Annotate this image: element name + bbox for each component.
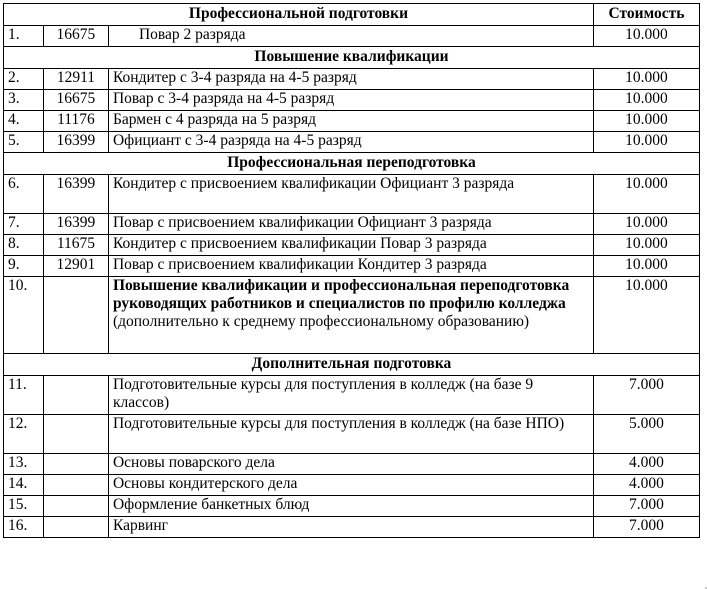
row-name-rest: (дополнительно к среднему профессиональному образованию) xyxy=(112,313,530,330)
row-price: 10.000 xyxy=(593,256,699,277)
section-title: Дополнительная подготовка xyxy=(4,354,700,376)
row-price: 10.000 xyxy=(593,90,699,111)
table-row xyxy=(4,214,700,235)
row-code xyxy=(43,277,108,354)
row-name xyxy=(108,277,593,354)
row-number: 9. xyxy=(4,256,44,277)
table-row xyxy=(4,235,700,256)
row-price: 10.000 xyxy=(593,235,699,256)
row-price: 10.000 xyxy=(593,111,699,132)
row-price: 10.000 xyxy=(593,132,699,153)
row-name: Кондитер с присвоением квалификации Повар 3 разряда xyxy=(108,235,593,256)
row-number: 2. xyxy=(4,69,44,90)
row-name: Повар с присвоением квалификации Официант 3 разряда xyxy=(108,214,593,235)
row-number: 3. xyxy=(4,90,44,111)
row-name: Кондитер с присвоением квалификации Официант 3 разряда xyxy=(108,175,593,214)
row-name: Кондитер с 3-4 разряда на 4-5 разряд xyxy=(108,69,593,90)
table-row xyxy=(4,517,700,538)
row-code xyxy=(43,517,108,538)
row-name: Подготовительные курсы для поступления в колледж (на базе 9 классов) xyxy=(108,376,593,415)
row-number: 10. xyxy=(4,277,44,354)
price-table xyxy=(3,3,700,538)
row-price: 7.000 xyxy=(593,496,699,517)
row-code: 16399 xyxy=(43,175,108,214)
row-number: 14. xyxy=(4,475,44,496)
row-price: 4.000 xyxy=(593,454,699,475)
row-code xyxy=(43,415,108,454)
section-row xyxy=(4,354,700,376)
section-row xyxy=(4,153,700,175)
row-number: 12. xyxy=(4,415,44,454)
table-row xyxy=(4,111,700,132)
row-price: 10.000 xyxy=(593,175,699,214)
table-row xyxy=(4,475,700,496)
row-number: 7. xyxy=(4,214,44,235)
table-row xyxy=(4,132,700,153)
row-number: 15. xyxy=(4,496,44,517)
table-header-row xyxy=(4,4,700,26)
row-code: 16675 xyxy=(43,26,108,47)
row-price: 7.000 xyxy=(593,517,699,538)
row-code: 16399 xyxy=(43,132,108,153)
table-row xyxy=(4,26,700,47)
table-row xyxy=(4,376,700,415)
row-code xyxy=(43,496,108,517)
row-name-bold: Повышение квалификации и профессиональная переподготовка руководящих работников и специалистов по профилю колледжа xyxy=(112,277,570,312)
row-number: 13. xyxy=(4,454,44,475)
row-price: 10.000 xyxy=(593,214,699,235)
row-code: 11675 xyxy=(43,235,108,256)
row-code xyxy=(43,376,108,415)
row-price: 5.000 xyxy=(593,415,699,454)
table-row xyxy=(4,69,700,90)
row-price: 10.000 xyxy=(593,277,699,354)
table-row xyxy=(4,277,700,354)
table-row xyxy=(4,415,700,454)
section-title: Профессиональная переподготовка xyxy=(4,153,700,175)
row-code: 11176 xyxy=(43,111,108,132)
table-row xyxy=(4,175,700,214)
row-number: 4. xyxy=(4,111,44,132)
table-row xyxy=(4,90,700,111)
row-code xyxy=(43,454,108,475)
row-name: Повар с 3-4 разряда на 4-5 разряд xyxy=(108,90,593,111)
row-name: Основы кондитерского дела xyxy=(108,475,593,496)
row-code: 12901 xyxy=(43,256,108,277)
table-row xyxy=(4,256,700,277)
table-row xyxy=(4,496,700,517)
row-code: 16399 xyxy=(43,214,108,235)
header-program-title: Профессиональной подготовки xyxy=(4,4,594,26)
row-name: Подготовительные курсы для поступления в колледж (на базе НПО) xyxy=(108,415,593,454)
row-number: 16. xyxy=(4,517,44,538)
row-price: 10.000 xyxy=(593,69,699,90)
row-name: Бармен с 4 разряда на 5 разряд xyxy=(108,111,593,132)
row-name: Оформление банкетных блюд xyxy=(108,496,593,517)
row-code: 16675 xyxy=(43,90,108,111)
row-price: 10.000 xyxy=(593,26,699,47)
row-code xyxy=(43,475,108,496)
row-price: 4.000 xyxy=(593,475,699,496)
section-row xyxy=(4,47,700,69)
row-name: Официант с 3-4 разряда на 4-5 разряд xyxy=(108,132,593,153)
row-name: Карвинг xyxy=(108,517,593,538)
table-row xyxy=(4,454,700,475)
row-number: 5. xyxy=(4,132,44,153)
header-price: Стоимость xyxy=(593,4,699,26)
row-price: 7.000 xyxy=(593,376,699,415)
row-name: Повар 2 разряда xyxy=(108,26,593,47)
row-name: Повар с присвоением квалификации Кондитер 3 разряда xyxy=(108,256,593,277)
row-number: 6. xyxy=(4,175,44,214)
section-title: Повышение квалификации xyxy=(4,47,700,69)
row-number: 1. xyxy=(4,26,44,47)
row-number: 8. xyxy=(4,235,44,256)
row-number: 11. xyxy=(4,376,44,415)
row-name: Основы поварского дела xyxy=(108,454,593,475)
row-code: 12911 xyxy=(43,69,108,90)
